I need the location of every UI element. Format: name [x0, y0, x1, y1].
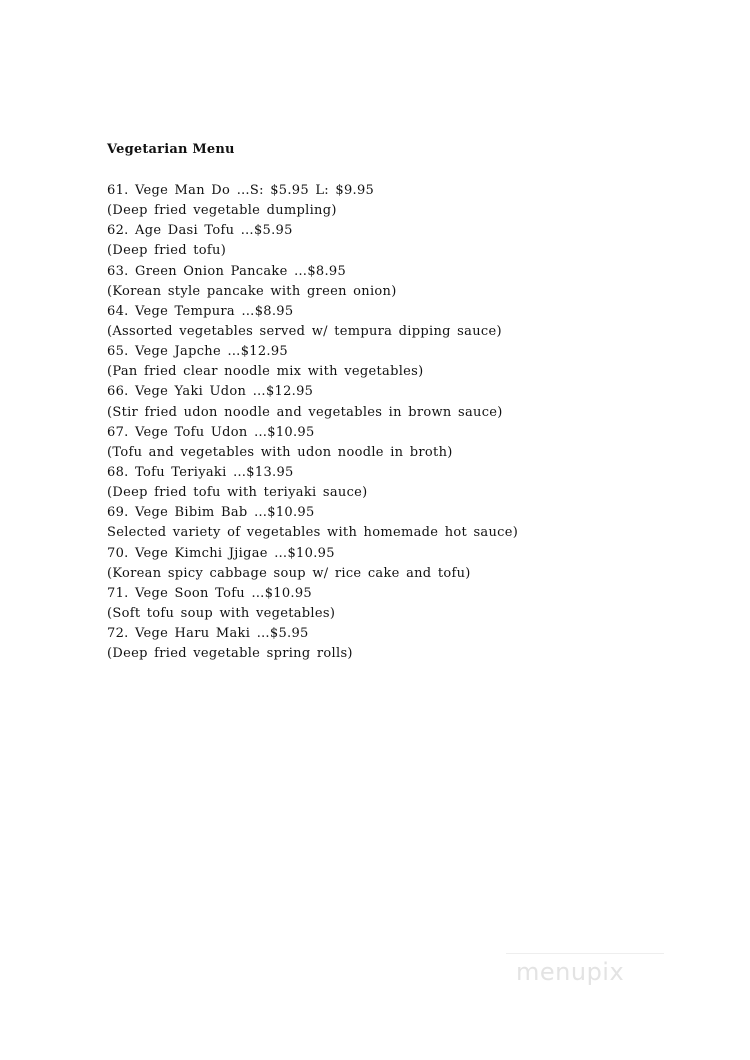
menu-item-description: (Deep fried vegetable dumpling) [107, 203, 337, 219]
menu-item [107, 423, 518, 463]
menu-item-description: (Deep fried vegetable spring rolls) [107, 646, 353, 662]
watermark-logo: menupix [516, 958, 625, 986]
menu-item [107, 584, 518, 624]
menu-item [107, 262, 518, 302]
menu-item-name: 64. Vege Tempura …$8.95 [107, 303, 294, 319]
menu-item [107, 302, 518, 342]
menu-item [107, 342, 518, 382]
menu-item-name: 66. Vege Yaki Udon …$12.95 [107, 384, 314, 400]
menu-item-name: 61. Vege Man Do …S: $5.95 L: $9.95 [107, 183, 375, 198]
menu-item-description: (Stir fried udon noodle and vegetables in brown sauce) [107, 404, 503, 420]
menu-item [107, 503, 518, 543]
menu-item [107, 463, 518, 503]
menu-item [107, 181, 518, 221]
menu-item [107, 544, 518, 584]
menu-item-description: (Tofu and vegetables with udon noodle in broth) [107, 444, 453, 460]
menu-item-name: 68. Tofu Teriyaki …$13.95 [107, 464, 294, 480]
menu-item-name: 71. Vege Soon Tofu …$10.95 [107, 585, 312, 601]
menu-list [107, 181, 518, 664]
menu-item-name: 69. Vege Bibim Bab …$10.95 [107, 505, 315, 521]
menu-item-name: 67. Vege Tofu Udon …$10.95 [107, 424, 315, 440]
menu-item-name: 65. Vege Japche …$12.95 [107, 344, 288, 360]
menu-item-name: 72. Vege Haru Maki …$5.95 [107, 626, 309, 642]
menu-item-description: (Deep fried tofu) [107, 243, 227, 259]
menu-item-name: 70. Vege Kimchi Jjigae …$10.95 [107, 545, 335, 561]
menu-item-name: 63. Green Onion Pancake …$8.95 [107, 263, 347, 279]
menu-item-description: (Assorted vegetables served w/ tempura dipping sauce) [107, 323, 502, 339]
menu-item [107, 382, 518, 422]
watermark-divider [506, 953, 664, 954]
menu-item-name: 62. Age Dasi Tofu …$5.95 [107, 223, 293, 239]
menu-item-description: (Korean spicy cabbage soup w/ rice cake and tofu) [107, 565, 471, 581]
page-title: Vegetarian Menu [107, 142, 235, 157]
menu-item-description: Selected variety of vegetables with homemade hot sauce) [107, 525, 519, 541]
menu-item-description: (Deep fried tofu with teriyaki sauce) [107, 485, 368, 501]
menu-item-description: (Soft tofu soup with vegetables) [107, 605, 336, 621]
menu-item-description: (Korean style pancake with green onion) [107, 283, 397, 299]
menu-item [107, 624, 518, 664]
menu-item [107, 221, 518, 261]
menu-item-description: (Pan fried clear noodle mix with vegetables) [107, 364, 424, 380]
